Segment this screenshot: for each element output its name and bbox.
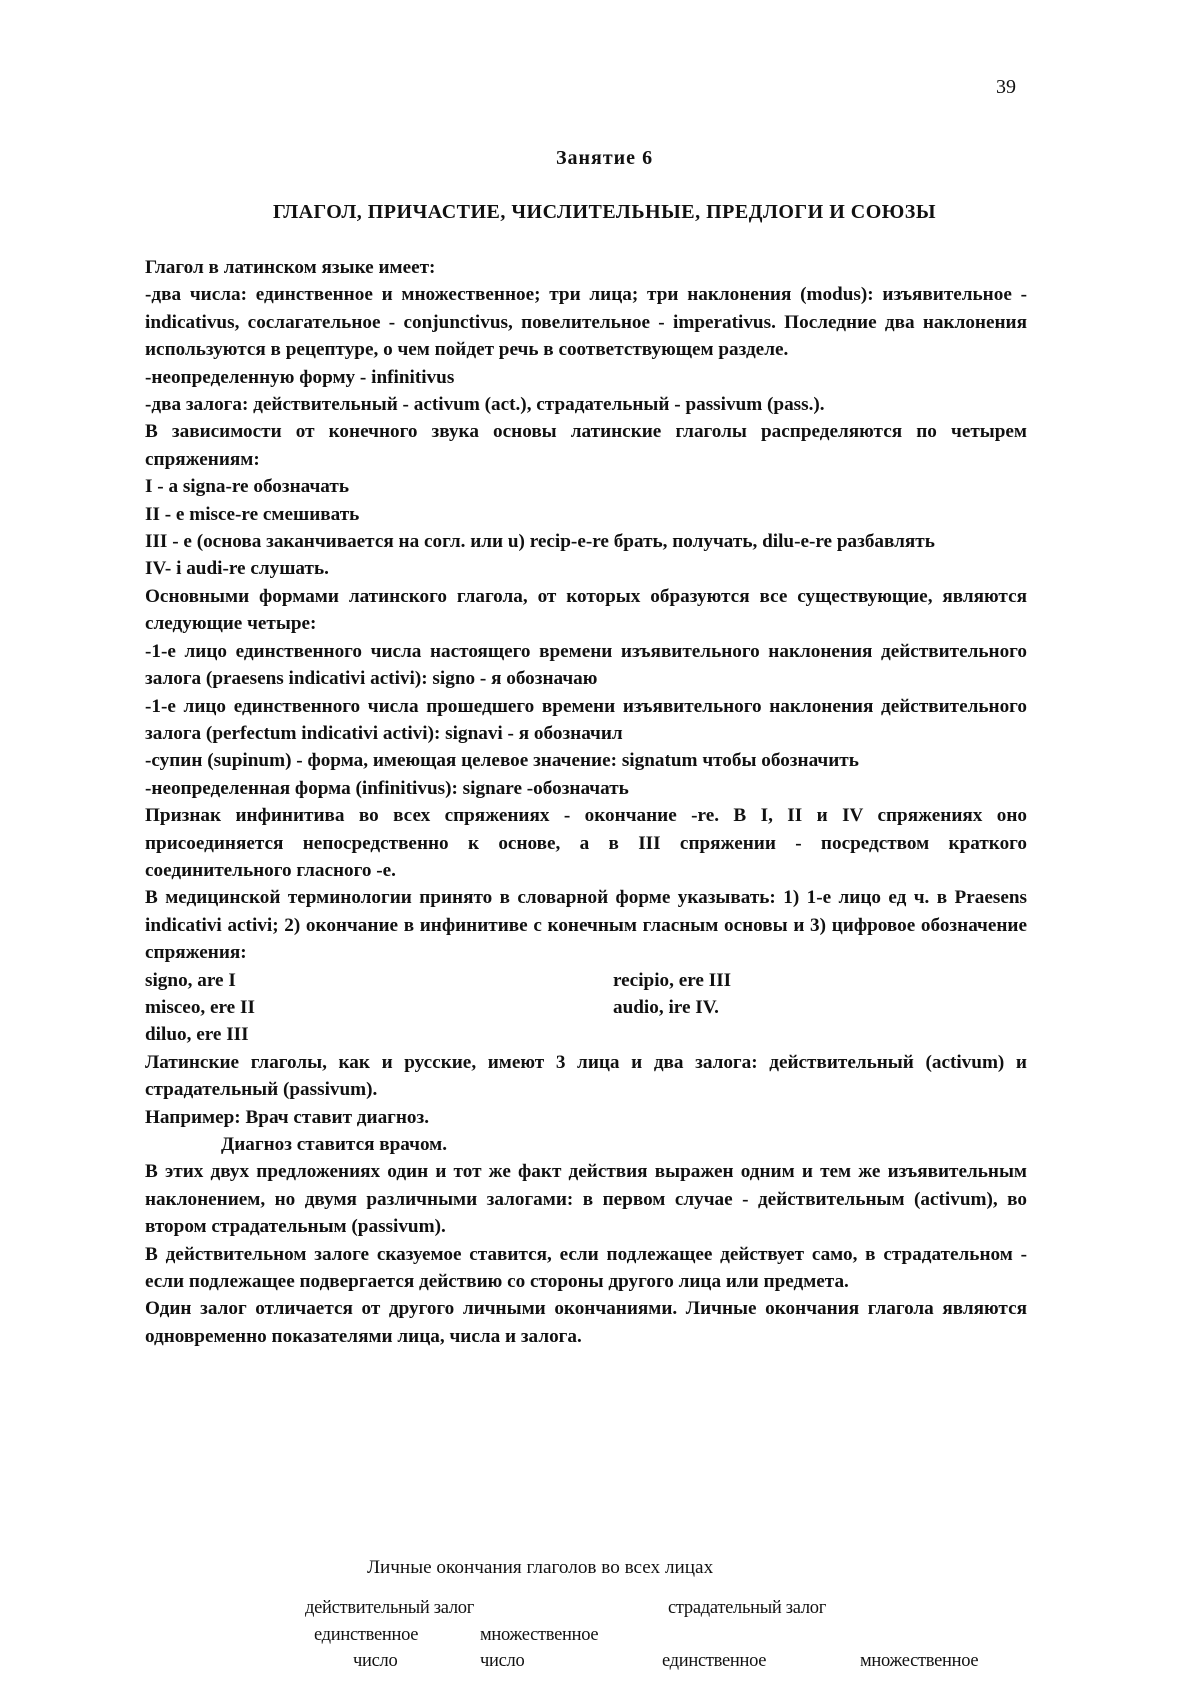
- paragraph: В действительном залоге сказуемое ставится, если подлежащее действует само, в страдательном - если подлежащее подвергается действию со стороны другого лица или предмета.: [145, 1243, 1027, 1293]
- singular-header-number: число: [353, 1651, 398, 1671]
- paragraph: В медицинской терминологии принято в словарной форме указывать: 1) 1-е лицо ед ч. в Praesens indicativi activi; 2) окончание в инфинитиве с конечным гласным основы и 3) цифровое обозначение спряжения:: [145, 887, 1027, 964]
- paragraph: Основными формами латинского глагола, от которых образуются все существующие, являются следующие четыре:: [145, 585, 1027, 635]
- example-row: [145, 1021, 1027, 1048]
- topic-title: ГЛАГОЛ, ПРИЧАСТИЕ, ЧИСЛИТЕЛЬНЫЕ, ПРЕДЛОГИ И СОЮЗЫ: [273, 201, 936, 223]
- example-item: diluo, ere III: [145, 1024, 249, 1046]
- paragraph: Глагол в латинском языке имеет:: [145, 257, 436, 278]
- singular-header: единственное: [314, 1625, 419, 1645]
- lesson-title: Занятие 6: [555, 147, 654, 169]
- paragraph: -1-е лицо единственного числа настоящего времени изъявительного наклонения действительного залога (praesens indicativi activi): signo - я обозначаю: [145, 640, 1027, 690]
- example-item: recipio, ere III: [613, 969, 732, 991]
- paragraph: -супин (supinum) - форма, имеющая целевое значение: signatum чтобы обозначить: [145, 750, 859, 772]
- paragraph: -неопределенную форму - infinitivus: [145, 366, 455, 388]
- example-row: [145, 994, 1027, 1021]
- table-title: Личные окончания глаголов во всех лицах: [367, 1557, 714, 1578]
- example-row: [145, 967, 1027, 994]
- paragraph: III - e (основа заканчивается на согл. или u) recip-e-re брать, получать, dilu-e-re разбавлять: [145, 531, 935, 553]
- paragraph: IV- i audi-re слушать.: [145, 558, 329, 580]
- plural-header: множественное: [480, 1625, 599, 1645]
- paragraph: В этих двух предложениях один и тот же факт действия выражен одним и тем же изъявительным наклонением, но двумя различными залогами: в первом случае - действительным (activum), во втором страдательным (passivum).: [145, 1161, 1027, 1238]
- paragraph: Признак инфинитива во всех спряжениях - окончание -re. В I, II и IV спряжениях оно присоединяется непосредственно к основе, а в III спряжении - посредством краткого соединительного гласного -e.: [145, 805, 1027, 881]
- paragraph: -два числа: единственное и множественное; три лица; три наклонения (modus): изъявительное - indicativus, сослагательное - conjunctivus, повелительное - imperativus. Последние два наклонения используются в рецептуре, о чем пойдет речь в соответствующем разделе.: [145, 284, 1027, 361]
- passive-singular-header: единственное: [662, 1651, 767, 1671]
- paragraph: -1-е лицо единственного числа прошедшего времени изъявительного наклонения действительного залога (perfectum indicativi activi): signavi - я обозначил: [145, 695, 1027, 744]
- paragraph: Латинские глаголы, как и русские, имеют 3 лица и два залога: действительный (activum) и страдательный (passivum).: [145, 1051, 1027, 1101]
- paragraph: В зависимости от конечного звука основы латинские глаголы распределяются по четырем спряжениям:: [145, 421, 1027, 470]
- example-item: audio, ire IV.: [613, 996, 719, 1018]
- paragraph: Один залог отличается от другого личными окончаниями. Личные окончания глагола являются одновременно показателями лица, числа и залога.: [145, 1298, 1027, 1347]
- plural-header-number: число: [480, 1651, 525, 1671]
- body-text: [145, 254, 1027, 1350]
- passive-plural-header: множественное: [860, 1651, 979, 1671]
- paragraph: I - a signa-re обозначать: [145, 476, 349, 498]
- paragraph: -неопределенная форма (infinitivus): signare -обозначать: [145, 777, 629, 799]
- page-number: 39: [996, 76, 1016, 98]
- example-item: signo, are I: [145, 969, 236, 991]
- example-item: misceo, ere II: [145, 996, 255, 1018]
- paragraph: II - e misce-re смешивать: [145, 503, 360, 525]
- paragraph: Диагноз ставится врачом.: [221, 1134, 448, 1155]
- passive-voice-header: страдательный залог: [668, 1598, 826, 1618]
- paragraph: Например: Врач ставит диагноз.: [145, 1106, 430, 1128]
- active-voice-header: действительный залог: [305, 1598, 475, 1618]
- paragraph: -два залога: действительный - activum (act.), страдательный - passivum (pass.).: [145, 394, 825, 416]
